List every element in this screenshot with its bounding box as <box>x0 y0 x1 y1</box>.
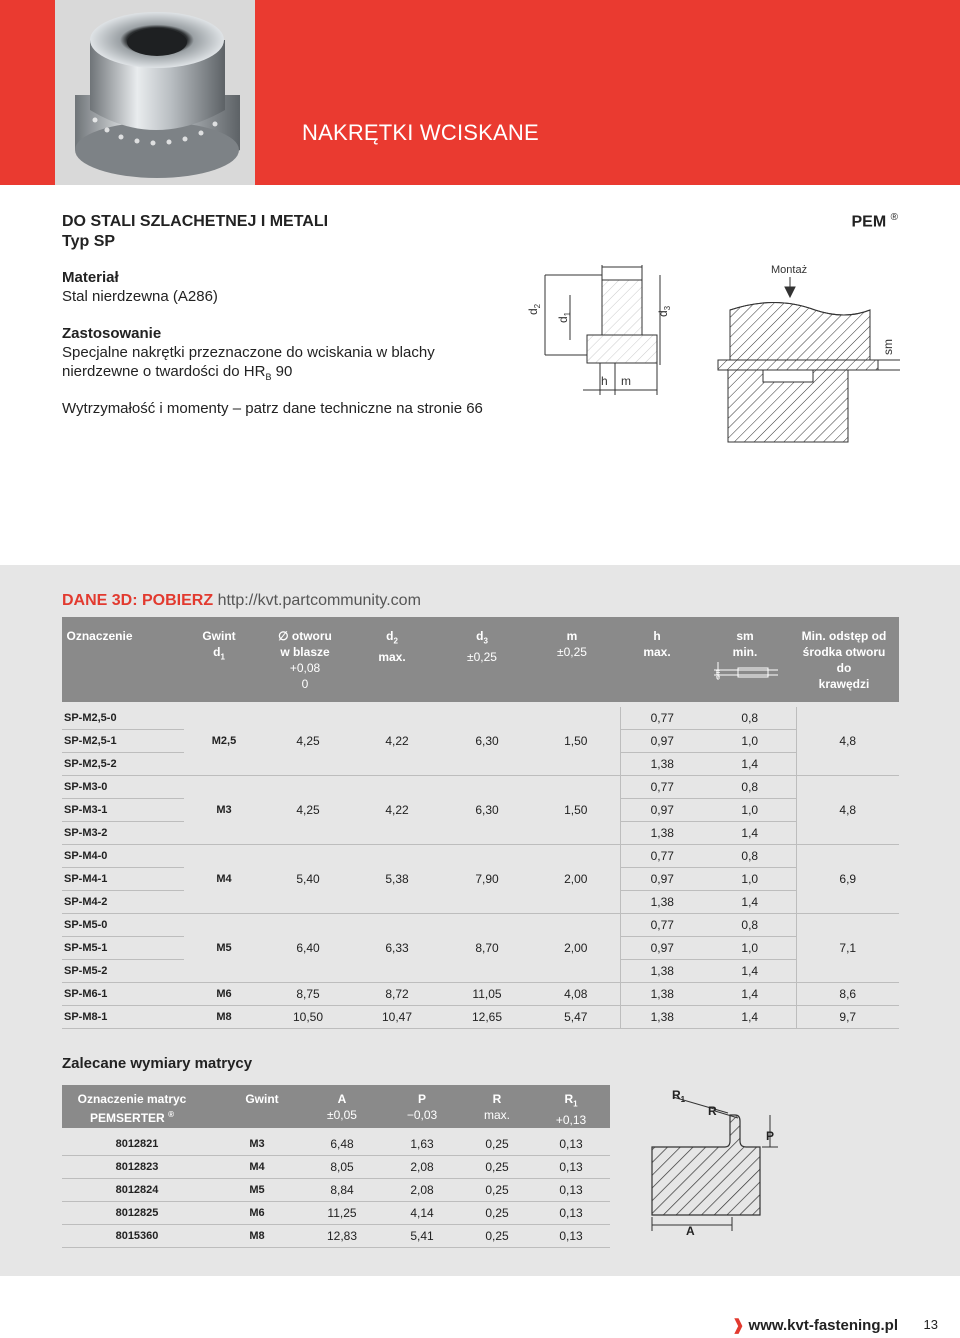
cell-code: SP-M2,5-0 <box>62 707 184 730</box>
cell-die-r: 0,25 <box>462 1133 532 1156</box>
cell-die-r1: 0,13 <box>532 1133 610 1156</box>
col-die-a: A ±0,05 <box>327 1092 357 1122</box>
col-die-code: Oznaczenie matryc PEMSERTER ® <box>77 1092 187 1125</box>
cell-sm: 0,8 <box>704 707 796 730</box>
cell-die-r1: 0,13 <box>532 1225 610 1248</box>
cell-die-r: 0,25 <box>462 1225 532 1248</box>
cell-h: 0,77 <box>620 707 704 730</box>
cell-d2: 8,72 <box>352 983 442 1006</box>
cell-m: 1,50 <box>532 707 620 776</box>
press-nut-photo <box>55 0 255 185</box>
cell-die-r1: 0,13 <box>532 1156 610 1179</box>
brand-name: PEM <box>851 213 887 231</box>
label-d1: $d_1$ <box>556 311 572 323</box>
installation-diagram <box>515 255 905 445</box>
cell-code: SP-M2,5-2 <box>62 753 184 776</box>
cell-sm: 1,0 <box>704 937 796 960</box>
material-block <box>62 268 218 306</box>
table-row <box>62 1225 610 1248</box>
cell-sm: 0,8 <box>704 845 796 868</box>
cell-m: 5,47 <box>532 1006 620 1029</box>
cell-code: SP-M3-2 <box>62 822 184 845</box>
cell-sm: 1,4 <box>704 753 796 776</box>
col-d3: $d_3$ ±0,25 <box>467 629 497 665</box>
cell-die-p: 1,63 <box>382 1133 462 1156</box>
cell-h: 0,77 <box>620 914 704 937</box>
label-d2: $d_2$ <box>526 303 542 315</box>
cell-code: SP-M5-2 <box>62 960 184 983</box>
cell-odstep: 7,1 <box>796 914 899 983</box>
cell-die-p: 2,08 <box>382 1179 462 1202</box>
cell-die-p: 2,08 <box>382 1156 462 1179</box>
label-h: h <box>601 374 608 388</box>
die-section-heading: Zalecane wymiary matrycy <box>62 1055 253 1072</box>
cell-d3: 8,70 <box>442 914 532 983</box>
cell-m: 2,00 <box>532 845 620 914</box>
cell-d2: 10,47 <box>352 1006 442 1029</box>
col-die-gwint: Gwint <box>245 1092 279 1106</box>
cell-h: 0,97 <box>620 868 704 891</box>
cell-h: 1,38 <box>620 1006 704 1029</box>
cell-d2: 4,22 <box>352 707 442 776</box>
cell-die-gwint: M5 <box>212 1179 302 1202</box>
cell-die-a: 11,25 <box>302 1202 382 1225</box>
cell-h: 0,77 <box>620 845 704 868</box>
cell-die-gwint: M8 <box>212 1225 302 1248</box>
cell-sm: 0,8 <box>704 776 796 799</box>
cell-h: 1,38 <box>620 891 704 914</box>
cell-die-gwint: M6 <box>212 1202 302 1225</box>
cell-sm: 1,4 <box>704 822 796 845</box>
cell-die-gwint: M3 <box>212 1133 302 1156</box>
die-label-a: A <box>686 1224 695 1235</box>
cell-d2: 4,22 <box>352 776 442 845</box>
sm-icon <box>710 660 780 682</box>
svg-text:sm: sm <box>715 669 722 679</box>
col-die-p: P −0,03 <box>406 1092 438 1122</box>
label-d3: $d_3$ <box>656 305 672 317</box>
table-row <box>62 983 899 1006</box>
cell-odstep: 9,7 <box>796 1006 899 1029</box>
usage-line-2-sub: B <box>265 372 272 382</box>
cell-d2: 5,38 <box>352 845 442 914</box>
cell-code: SP-M2,5-1 <box>62 730 184 753</box>
table-row <box>62 1202 610 1225</box>
arrow-icon: ❱ <box>731 1317 745 1334</box>
table-row <box>62 707 899 730</box>
col-die-r: R max. <box>483 1092 510 1122</box>
page-number: 13 <box>923 1317 938 1332</box>
die-diagram <box>640 1085 790 1235</box>
table-row <box>62 1006 899 1029</box>
cell-code: SP-M3-0 <box>62 776 184 799</box>
label-m: m <box>621 374 631 388</box>
col-m: m ±0,25 <box>557 629 587 659</box>
cell-sm: 1,4 <box>704 983 796 1006</box>
cell-otwor: 8,75 <box>264 983 352 1006</box>
cell-die-p: 4,14 <box>382 1202 462 1225</box>
cell-die-p: 5,41 <box>382 1225 462 1248</box>
cell-gwint: M5 <box>184 914 264 983</box>
cell-h: 1,38 <box>620 960 704 983</box>
cell-die-r: 0,25 <box>462 1179 532 1202</box>
cell-sm: 0,8 <box>704 914 796 937</box>
cell-die-code: 8012821 <box>62 1133 212 1156</box>
main-table-header <box>62 617 899 702</box>
download-3d <box>62 592 421 610</box>
label-montaz: Montaż <box>771 264 808 276</box>
die-table <box>62 1133 610 1248</box>
cell-d2: 6,33 <box>352 914 442 983</box>
cell-gwint: M6 <box>184 983 264 1006</box>
cell-odstep: 4,8 <box>796 776 899 845</box>
strength-note: Wytrzymałość i momenty – patrz dane techniczne na stronie 66 <box>62 400 483 417</box>
brand-label <box>852 212 899 231</box>
cell-die-a: 8,05 <box>302 1156 382 1179</box>
cell-d3: 6,30 <box>442 776 532 845</box>
cell-h: 0,97 <box>620 937 704 960</box>
col-sm: sm min. sm <box>702 628 788 686</box>
footer-url[interactable] <box>732 1316 898 1334</box>
cell-code: SP-M4-2 <box>62 891 184 914</box>
cell-h: 0,77 <box>620 776 704 799</box>
cell-m: 2,00 <box>532 914 620 983</box>
cell-h: 1,38 <box>620 983 704 1006</box>
cell-die-r: 0,25 <box>462 1202 532 1225</box>
cell-h: 1,38 <box>620 822 704 845</box>
col-otwor: ∅ otworu w blasze +0,08 0 <box>278 629 332 691</box>
cell-odstep: 8,6 <box>796 983 899 1006</box>
die-label-p: P <box>766 1129 775 1143</box>
footer <box>0 1276 960 1338</box>
die-table-header <box>62 1085 610 1128</box>
footer-url-text: www.kvt-fastening.pl <box>748 1317 898 1334</box>
cell-code: SP-M5-0 <box>62 914 184 937</box>
material-heading: Materiał <box>62 269 119 286</box>
main-table <box>62 707 899 1029</box>
cell-die-r1: 0,13 <box>532 1202 610 1225</box>
cell-d3: 7,90 <box>442 845 532 914</box>
cell-odstep: 6,9 <box>796 845 899 914</box>
cell-die-r: 0,25 <box>462 1156 532 1179</box>
cell-otwor: 5,40 <box>264 845 352 914</box>
table-row <box>62 914 899 937</box>
page-title: NAKRĘTKI WCISKANE <box>302 120 539 145</box>
cell-die-code: 8012825 <box>62 1202 212 1225</box>
usage-line-2 <box>62 362 435 387</box>
subtitle-line-2: Typ SP <box>62 233 116 250</box>
usage-line-2-suffix: 90 <box>271 363 293 380</box>
col-min-odstep: Min. odstęp od środka otworu do krawędzi <box>801 629 887 691</box>
cell-code: SP-M3-1 <box>62 799 184 822</box>
cell-die-a: 6,48 <box>302 1133 382 1156</box>
usage-block <box>62 324 435 387</box>
table-row <box>62 1133 610 1156</box>
cell-die-r1: 0,13 <box>532 1179 610 1202</box>
cell-h: 0,97 <box>620 799 704 822</box>
cell-sm: 1,0 <box>704 868 796 891</box>
cell-die-a: 12,83 <box>302 1225 382 1248</box>
table-row <box>62 1179 610 1202</box>
cell-m: 4,08 <box>532 983 620 1006</box>
cell-sm: 1,0 <box>704 730 796 753</box>
table-row <box>62 1156 610 1179</box>
cell-d3: 12,65 <box>442 1006 532 1029</box>
cell-d3: 11,05 <box>442 983 532 1006</box>
col-die-r1: $R_1$ +0,13 <box>555 1092 587 1128</box>
col-d2: $d_2$ max. <box>378 629 406 665</box>
cell-h: 1,38 <box>620 753 704 776</box>
usage-line-1: Specjalne nakrętki przeznaczone do wciskania w blachy <box>62 344 435 361</box>
cell-die-code: 8012823 <box>62 1156 212 1179</box>
cell-sm: 1,4 <box>704 960 796 983</box>
cell-odstep: 4,8 <box>796 707 899 776</box>
die-label-r: R <box>708 1104 717 1118</box>
cell-gwint: M4 <box>184 845 264 914</box>
cell-gwint: M3 <box>184 776 264 845</box>
cell-code: SP-M6-1 <box>62 983 184 1006</box>
table-row <box>62 776 899 799</box>
material-text: Stal nierdzewna (A286) <box>62 288 218 305</box>
cell-otwor: 4,25 <box>264 707 352 776</box>
cell-gwint: M8 <box>184 1006 264 1029</box>
cell-sm: 1,0 <box>704 799 796 822</box>
cell-die-code: 8015360 <box>62 1225 212 1248</box>
cell-die-gwint: M4 <box>212 1156 302 1179</box>
cell-sm: 1,4 <box>704 1006 796 1029</box>
cell-die-code: 8012824 <box>62 1179 212 1202</box>
cell-otwor: 6,40 <box>264 914 352 983</box>
cell-code: SP-M4-0 <box>62 845 184 868</box>
download-link[interactable]: http://kvt.partcommunity.com <box>217 592 421 609</box>
label-sm: sm <box>881 339 895 355</box>
cell-otwor: 4,25 <box>264 776 352 845</box>
cell-die-a: 8,84 <box>302 1179 382 1202</box>
cell-code: SP-M5-1 <box>62 937 184 960</box>
cell-h: 0,97 <box>620 730 704 753</box>
table-row <box>62 845 899 868</box>
col-h: h max. <box>643 629 671 659</box>
cell-otwor: 10,50 <box>264 1006 352 1029</box>
cell-sm: 1,4 <box>704 891 796 914</box>
col-gwint: Gwint $d_1$ <box>202 629 236 662</box>
download-label: DANE 3D: POBIERZ <box>62 592 218 609</box>
subtitle-line-1: DO STALI SZLACHETNEJ I METALI <box>62 213 329 230</box>
usage-heading: Zastosowanie <box>62 325 162 342</box>
cell-code: SP-M8-1 <box>62 1006 184 1029</box>
brand-mark: ® <box>890 212 898 223</box>
die-label-r1: $R_1$ <box>672 1088 686 1104</box>
usage-line-2-prefix: nierdzewne o twardości do HR <box>62 363 266 380</box>
product-subtitle <box>62 212 328 252</box>
cell-code: SP-M4-1 <box>62 868 184 891</box>
cell-d3: 6,30 <box>442 707 532 776</box>
cell-gwint: M2,5 <box>184 707 264 776</box>
cell-m: 1,50 <box>532 776 620 845</box>
col-oznaczenie: Oznaczenie <box>66 629 133 643</box>
